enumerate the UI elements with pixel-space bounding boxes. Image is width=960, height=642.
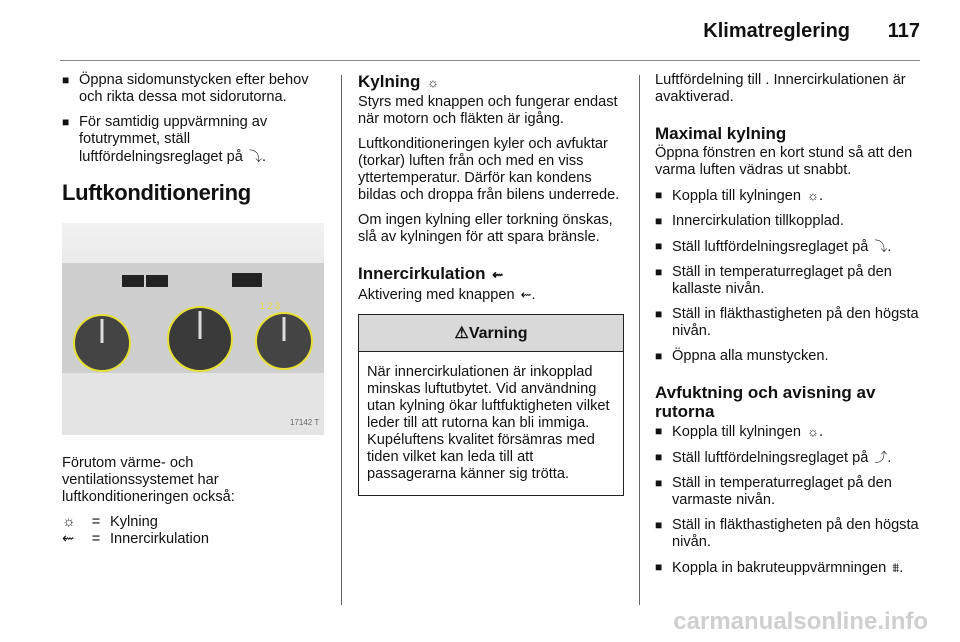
list-item: ■ Ställ luftfördelningsreglaget på ⤵. <box>655 239 892 255</box>
paragraph: Luftkonditioneringen kyler och avfuktar (torkar) luften från och med en viss yttertemperatur. Därför kan kondens bildas och droppa från bilens underrede. <box>358 136 620 203</box>
column-divider-2 <box>639 75 640 605</box>
warning-header: ⚠ Varning <box>359 315 623 352</box>
list-item: ■ Koppla till kylningen ☼. <box>655 424 824 440</box>
definition-row: ⇜ = Innercirkulation <box>62 531 209 547</box>
warning-text: När innercirkulationen är inkopplad minskas luftutbytet. Vid användning utan kylning ökar luftfuktigheten vilket leder till att rutorna kan bli immiga. Kupéluftens kvalitet försämras med tiden vilket kan leda till att passagerarna känner sig trötta. <box>367 364 610 482</box>
recirculation-icon: ⇜ <box>492 267 504 282</box>
list-item: ■ Ställ in temperaturreglaget på den kallaste nivån. <box>655 264 892 297</box>
list-item: ■ Ställ luftfördelningsreglaget på ⤴. <box>655 450 892 466</box>
list-item: ■ Ställ in fläkthastigheten på den högsta nivån. <box>655 306 919 339</box>
rear-window-heater-icon: ⩩ <box>892 560 900 575</box>
header-rule <box>60 60 920 61</box>
section-heading: Maximal kylning <box>655 124 787 143</box>
list-item: ■ Koppla till kylningen ☼. <box>655 188 824 204</box>
list-item: ■ Ställ in fläkthastigheten på den högsta nivån. <box>655 517 919 550</box>
list-item: ■ Koppla in bakruteuppvärmningen ⩩. <box>655 560 904 576</box>
paragraph: Luftfördelning till . Innercirkulationen är avaktiverad. <box>655 72 906 105</box>
bullet-icon: ■ <box>62 73 70 87</box>
page-number: 117 <box>887 20 920 42</box>
paragraph: Förutom värme- och ventilationssystemet har luftkonditioneringen också: <box>62 455 235 505</box>
snowflake-icon: ☼ <box>807 424 819 439</box>
snowflake-icon: ☼ <box>807 188 819 203</box>
climate-control-panel-image <box>62 223 324 435</box>
list-item: ■ Öppna alla munstycken. <box>655 348 829 364</box>
list-item: ■ För samtidig uppvärmning av fotutrymmet, ställ luftfördelningsreglaget på ⤵. <box>62 114 268 165</box>
windscreen-icon: ⤴ <box>874 450 888 465</box>
image-caption: 17142 T <box>290 418 320 427</box>
section-heading: Kylning ☼ <box>358 72 439 91</box>
recirculation-icon: ⇜ <box>62 531 75 547</box>
section-heading: Luftkonditionering <box>62 180 251 205</box>
list-item: ■ Innercirkulation tillkopplad. <box>655 213 844 229</box>
foot-icon: ⤵ <box>874 239 888 254</box>
paragraph: Öppna fönstren en kort stund så att den varma luften vädras ut snabbt. <box>655 145 913 178</box>
paragraph: Om ingen kylning eller torkning önskas, slå av kylningen för att spara bränsle. <box>358 212 613 245</box>
foot-windscreen-icon: ⤵ <box>248 149 262 164</box>
paragraph: Styrs med knappen och fungerar endast när motorn och fläkten är igång. <box>358 94 618 127</box>
column-2 <box>358 72 624 496</box>
list-item: ■ Ställ in temperaturreglaget på den varmaste nivån. <box>655 475 892 508</box>
list-item: ■ Öppna sidomunstycken efter behov och rikta dessa mot sidorutorna. <box>62 72 309 105</box>
snowflake-icon: ☼ <box>427 75 439 90</box>
snowflake-icon: ☼ <box>62 514 76 530</box>
column-3 <box>655 72 920 585</box>
section-heading: Avfuktning och avisning av rutorna <box>655 383 876 421</box>
recirculation-icon: ⇜ <box>520 287 532 302</box>
svg-text:1 2 3: 1 2 3 <box>260 301 281 311</box>
warning-box <box>358 314 624 496</box>
column-divider-1 <box>341 75 342 605</box>
section-heading: Innercirkulation ⇜ <box>358 264 504 283</box>
watermark: carmanualsonline.info <box>673 608 928 635</box>
bullet-icon: ■ <box>62 115 70 129</box>
column-1 <box>62 72 324 548</box>
page-header-title: Klimatreglering <box>703 20 850 42</box>
paragraph: Aktivering med knappen ⇜. <box>358 287 536 303</box>
warning-icon: ⚠ <box>454 324 469 342</box>
definition-row: ☼ = Kylning <box>62 514 158 530</box>
panel-illustration <box>62 223 324 435</box>
